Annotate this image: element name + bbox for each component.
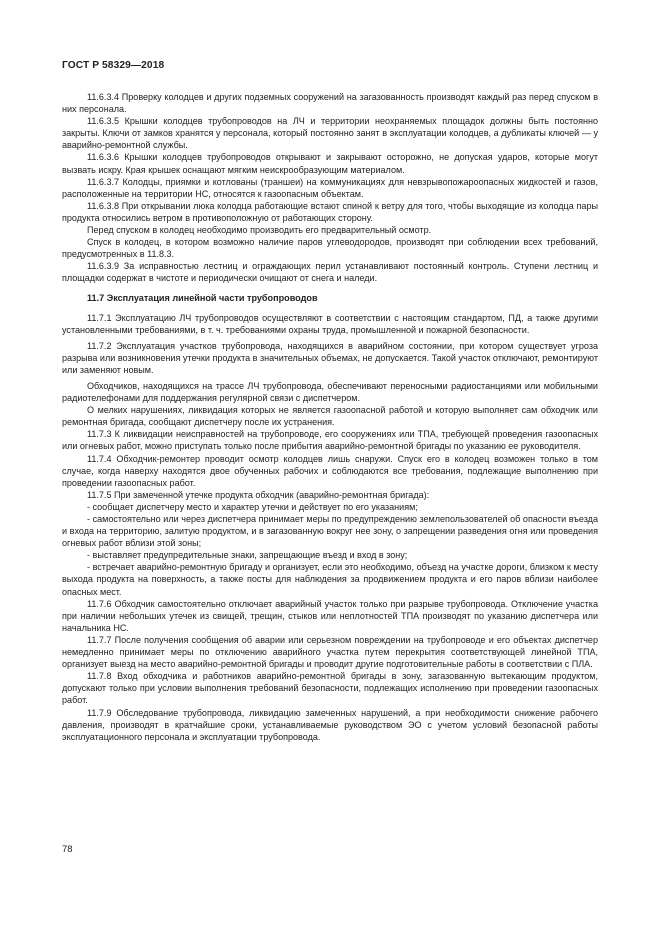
paragraph: 11.7.1 Эксплуатацию ЛЧ трубопроводов осуществляют в соответствии с настоящим стандартом, ПД, а также другими установленными требованиями, в т. ч. требованиями охраны труда, промышленной и пожарной безопасности. bbox=[62, 312, 598, 335]
paragraph: Обходчиков, находящихся на трассе ЛЧ трубопровода, обеспечивают переносными радиостанциями или мобильными радиотелефонами для поддержания регулярной связи с диспетчером. bbox=[62, 380, 598, 404]
paragraph: 11.7.2 Эксплуатация участков трубопровода, находящихся в аварийном состоянии, при котором существует угроза разрыва или возникновения утечки продукта в значительных объемах, не допускается. Такой участок отключают, ремонтируют или заменяют новым. bbox=[62, 340, 598, 375]
paragraph: 11.6.3.7 Колодцы, приямки и котлованы (траншеи) на коммуникациях для невзрывопожароопасных жидкостей и газов, расположенные на территории НС, относятся к газоопасным объектам. bbox=[62, 176, 598, 199]
page-content bbox=[62, 91, 598, 743]
paragraph: 11.7.7 После получения сообщения об аварии или серьезном повреждении на трубопроводе и его объектах диспетчер немедленно принимает меры по отключению аварийного участка путем перекрытия соответствующей линейной ТПА, организует выезд на место аварийно-ремонтной бригады и проводит другие подготовительные работы в соответствии с ПЛА. bbox=[62, 634, 598, 670]
paragraph: 11.6.3.8 При открывании люка колодца работающие встают спиной к ветру для того, чтобы выходящие из колодца пары продукта относились ветром в противоположную от работающих сторону. bbox=[62, 200, 598, 223]
list-item: - выставляет предупредительные знаки, запрещающие въезд и вход в зону; bbox=[87, 550, 408, 561]
paragraph: Спуск в колодец, в котором возможно наличие паров углеводородов, производят при соблюдении всех требований, предусмотренных в 11.8.3. bbox=[62, 237, 598, 260]
paragraph: 11.7.9 Обследование трубопровода, ликвидацию замеченных нарушений, а при необходимости снижение рабочего давления, производят в кратчайшие сроки, устанавливаемые руководством ЭО с учетом условий безопасной работы эксплуатационного персонала и эксплуатации трубопровода. bbox=[62, 707, 598, 742]
page-number: 78 bbox=[62, 844, 73, 855]
paragraph: Перед спуском в колодец необходимо производить его предварительный осмотр. bbox=[87, 225, 432, 236]
paragraph: 11.7.5 При замеченной утечке продукта обходчик (аварийно-ремонтная бригада): bbox=[87, 489, 430, 500]
paragraph: О мелких нарушениях, ликвидация которых не является газоопасной работой и которую выполняет сам обходчик или ремонтная бригада, сообщают диспетчеру после их устранения. bbox=[62, 405, 598, 428]
paragraph: 11.6.3.5 Крышки колодцев трубопроводов на ЛЧ и территории неохраняемых площадок должны быть постоянно закрыты. Ключи от замков хранятся у персонала, который постоянно занят в эксплуатации колодцев, а дубликаты ключей — у аварийно-ремонтной службы. bbox=[62, 116, 598, 151]
list-item: - встречает аварийно-ремонтную бригаду и организует, если это необходимо, объезд на участке дороги, близком к месту выхода продукта на поверхность, а также посты для наблюдения за продвижением продукта и его паров вблизи наиболее опасных мест. bbox=[62, 562, 598, 597]
paragraph: 11.7.3 К ликвидации неисправностей на трубопроводе, его сооружениях или ТПА, требующей проведения газоопасных или огневых работ, можно приступать только после прибытия аварийно-ремонтной бригады по указанию ее руководителя. bbox=[62, 429, 598, 452]
document-header: ГОСТ Р 58329—2018 bbox=[62, 60, 165, 71]
paragraph: 11.7.4 Обходчик-ремонтер проводит осмотр колодцев лишь снаружи. Спуск его в колодец возможен только в том случае, когда наверху находятся двое обученных рабочих и соблюдаются все требования, подлежащие выполнению при проведении газоопасных работ. bbox=[62, 453, 598, 488]
paragraph: 11.6.3.9 За исправностью лестниц и ограждающих перил устанавливают постоянный контроль. Ступени лестниц и площадки содержат в чистоте и периодически очищают от снега и наледи. bbox=[62, 261, 598, 284]
list-item: - самостоятельно или через диспетчера принимает меры по предупреждению землепользователей об опасности въезда и входа на территорию, залитую продуктом, и в загазованную вокруг нее зону, о запрещении разведения огня или проведения огневых работ вблизи этой зоны; bbox=[62, 514, 598, 549]
section-title: 11.7 Эксплуатация линейной части трубопроводов bbox=[87, 292, 318, 303]
paragraph: 11.7.6 Обходчик самостоятельно отключает аварийный участок только при разрыве трубопровода. Отключение участка при наличии небольших утечек из свищей, трещин, стыков или неплотностей ТПА производят по указанию диспетчера или начальника НС. bbox=[62, 598, 598, 633]
paragraph: 11.7.8 Вход обходчика и работников аварийно-ремонтной бригады в зону, загазованную вытекающим продуктом, допускают только при условии выполнения требований безопасности, подлежащих исполнению при проведении газоопасных работ. bbox=[62, 671, 598, 706]
paragraph: 11.6.3.6 Крышки колодцев трубопроводов открывают и закрывают осторожно, не допуская ударов, которые могут вызвать искру. Края крышек оснащают мягким неискрообразующим материалом. bbox=[62, 152, 598, 175]
paragraph: 11.6.3.4 Проверку колодцев и других подземных сооружений на загазованность производят каждый раз перед спуском в них персонала. bbox=[62, 92, 598, 115]
list-item: - сообщает диспетчеру место и характер утечки и действует по его указаниям; bbox=[87, 501, 418, 512]
